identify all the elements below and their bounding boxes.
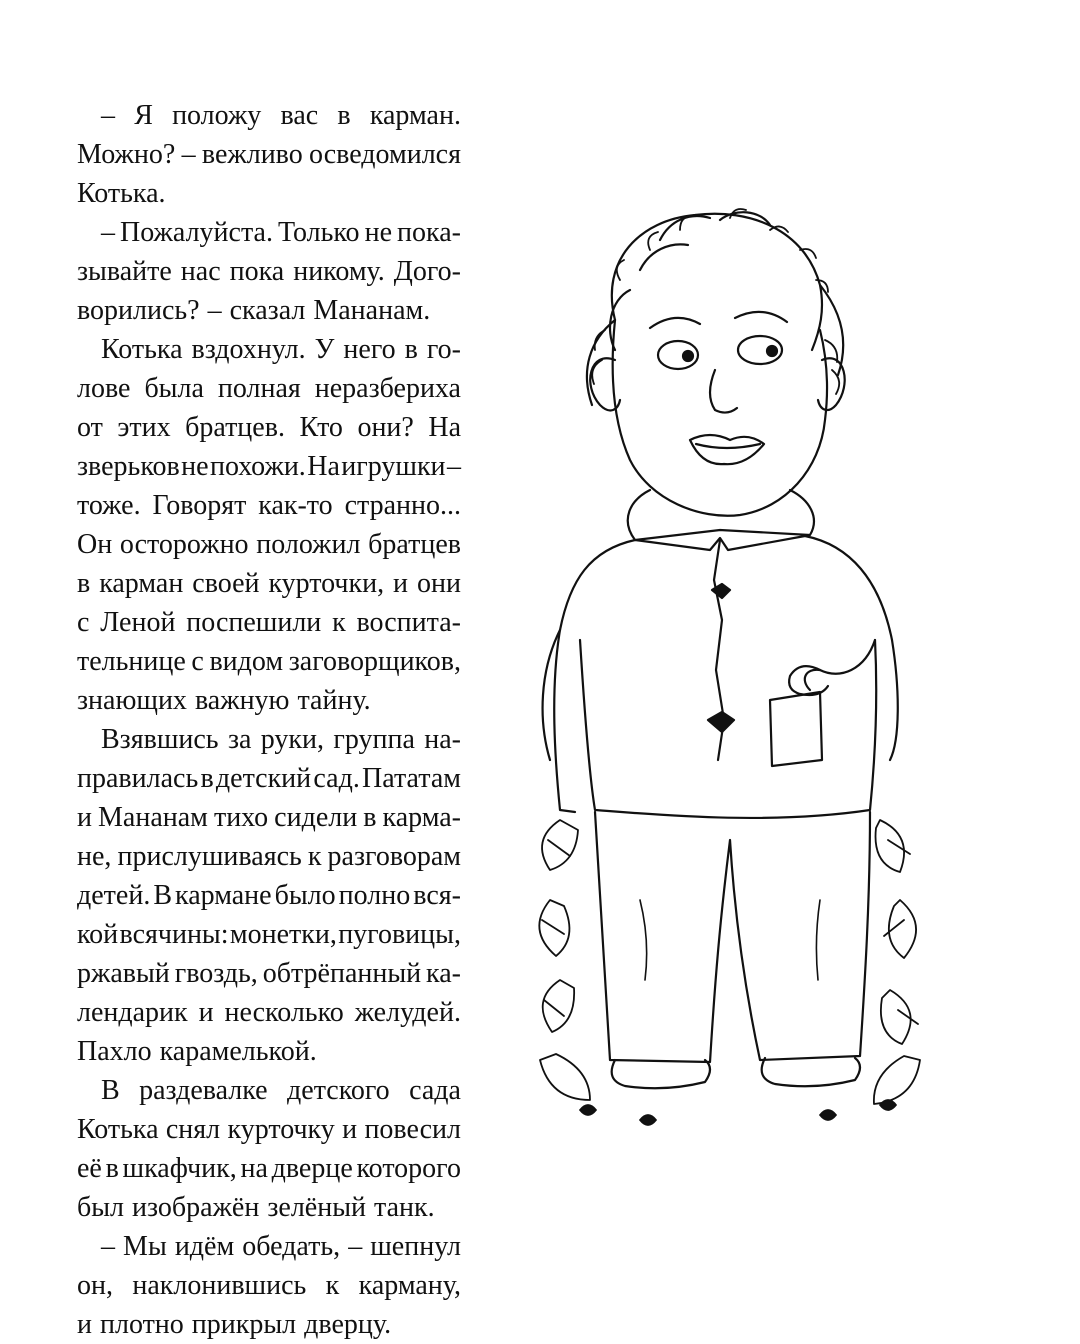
text-line: Котька. [77,178,166,209]
text-line: Котька снял курточку и повесил [77,1114,461,1145]
hair [587,212,843,405]
text-line: не, прислушиваясь к разговорам [77,841,461,872]
text-line: ворились? – сказал Мананам. [77,295,431,326]
text-line: – Пожалуйста. Только не пока- [101,217,461,248]
text-line: Можно? – вежливо осведомился [77,139,461,170]
text-line: он, наклонившись к карману, [77,1270,461,1301]
feet [612,1058,860,1088]
leaves-decoration [539,820,920,1125]
right-arm [805,640,875,690]
text-line: тоже. Говорят как-то странно... [77,490,461,521]
text-line: лове была полная неразбериха [77,373,461,404]
text-line: зверьков не похожи. На игрушки – [77,451,461,482]
story-text [77,96,461,1344]
face [613,320,827,516]
text-line: кой всячины: монетки, пуговицы, [77,919,461,950]
text-line: был изображён зелёный танк. [77,1192,435,1223]
text-line: Котька вздохнул. У него в го- [101,334,461,365]
boy-illustration [520,200,960,1160]
text-line: Взявшись за руки, группа на- [101,724,461,755]
text-line: зывайте нас пока никому. Дого- [77,256,461,287]
text-line: и Мананам тихо сидели в карма- [77,802,461,833]
text-line: знающих важную тайну. [77,685,371,716]
text-line: и плотно прикрыл дверцу. [77,1309,392,1340]
text-line: тельнице с видом заговорщиков, [77,646,461,677]
text-line: её в шкафчик, на дверце которого [77,1153,461,1184]
text-line: правилась в детский сад. Пататам [77,763,461,794]
text-line: – Я положу вас в карман. [101,100,461,131]
text-line: в карман своей курточки, и они [77,568,461,599]
pants [595,812,870,1062]
text-line: от этих братцев. Кто они? На [77,412,461,443]
pocket [770,692,822,766]
text-line: с Леной поспешили к воспита- [77,607,461,638]
text-line: – Мы идём обедать, – шепнул [101,1231,461,1262]
text-line: В раздевалке детского сада [101,1075,461,1106]
text-line: детей. В кармане было полно вся- [77,880,461,911]
text-line: Пахло карамелькой. [77,1036,317,1067]
text-line: лендарик и несколько желудей. [77,997,461,1028]
text-line: Он осторожно положил братцев [77,529,461,560]
shirt [554,536,898,818]
text-line: ржавый гвоздь, обтрёпанный ка- [77,958,461,989]
